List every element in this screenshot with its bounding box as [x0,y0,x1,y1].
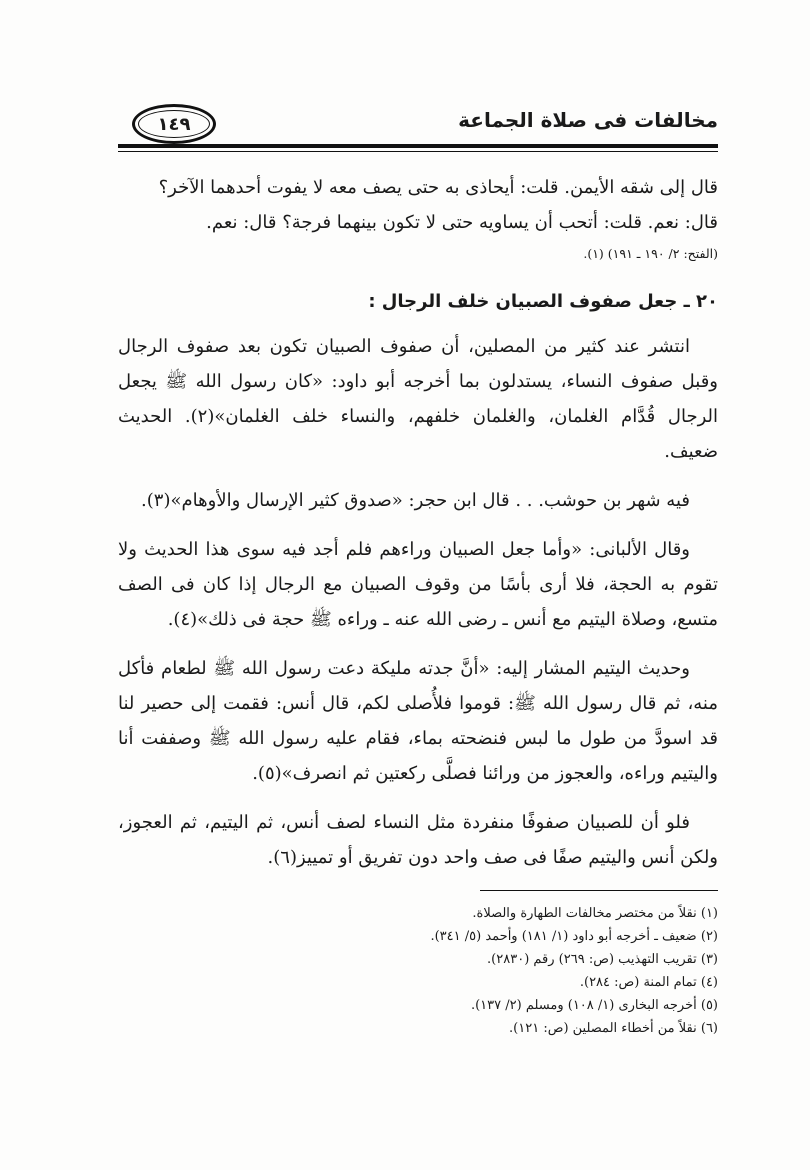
page-header [118,100,718,152]
header-rule-thin [118,151,718,152]
citation-reference: (الفتح: ٢/ ١٩٠ ـ ١٩١) (١). [583,246,718,261]
footnote: (٤) تمام المنة (ص: ٢٨٤). [579,975,718,990]
paragraph: وحديث اليتيم المشار إليه: «أنَّ جدته مليكة دعت رسول الله ﷺ لطعام فأكل منه، ثم قال رسول الله ﷺ: قوموا فلأُصلى لكم، قال أنس: فقمت إلى حصير لنا قد اسودَّ من طول ما لبس فنضحته بماء، فقام عليه رسول الله ﷺ وصففت أنا واليتيم وراءه، والعجوز من ورائنا فصلَّى ركعتين ثم انصرف»(٥). [118,658,718,784]
text-line: قال: نعم. قلت: أتحب أن يساويه حتى لا تكون بينهما فرجة؟ قال: نعم. [206,212,718,233]
paragraph: انتشر عند كثير من المصلين، أن صفوف الصبيان تكون بعد صفوف الرجال وقبل صفوف النساء، يستدلون بما أخرجه أبو داود: «كان رسول الله ﷺ يجعل الرجال قُدَّام الغلمان، والغلمان خلفهم، والنساء خلف الغلمان»(٢). الحديث ضعيف. [118,336,719,462]
page-number: ١٤٩ [157,113,191,135]
running-title: مخالفات فى صلاة الجماعة [458,108,718,132]
footnote-divider [480,890,718,891]
paragraph: فيه شهر بن حوشب. . . قال ابن حجر: «صدوق كثير الإرسال والأوهام»(٣). [141,490,690,511]
footnotes [118,902,718,1040]
paragraph: فلو أن للصبيان صفوفًا منفردة مثل النساء لصف أنس، ثم اليتيم، ثم العجوز، ولكن أنس واليتيم صفًا فى صف واحد دون تفريق أو تمييز(٦). [118,812,718,868]
paragraph: وقال الألبانى: «وأما جعل الصبيان وراءهم فلم أجد فيه سوى هذا الحديث ولا تقوم به الحجة، فلا أرى بأسًا من وقوف الصبيان مع الرجال إذا كان فى الصف متسع، وصلاة اليتيم مع أنس ـ رضى الله عنه ـ وراءه ﷺ حجة فى ذلك»(٤). [118,539,718,630]
footnote: (١) نقلاً من مختصر مخالفات الطهارة والصلاة. [472,906,718,921]
text-line: قال إلى شقه الأيمن. قلت: أيحاذى به حتى يصف معه لا يفوت أحدهما الآخر؟ [158,177,718,198]
main-text [118,170,718,875]
section-heading: ٢٠ ـ جعل صفوف الصبيان خلف الرجال : [368,291,718,312]
footnote: (٣) تقريب التهذيب (ص: ٢٦٩) رقم (٢٨٣٠). [487,952,718,967]
footnote: (٦) نقلاً من أخطاء المصلين (ص: ١٢١). [509,1021,718,1036]
header-rule-thick [118,144,718,148]
footnote: (٢) ضعيف ـ أخرجه أبو داود (١/ ١٨١) وأحمد (٥/ ٣٤١). [430,929,718,944]
page-number-badge [132,104,216,144]
footnote: (٥) أخرجه البخارى (١/ ١٠٨) ومسلم (٢/ ١٣٧). [470,998,718,1013]
